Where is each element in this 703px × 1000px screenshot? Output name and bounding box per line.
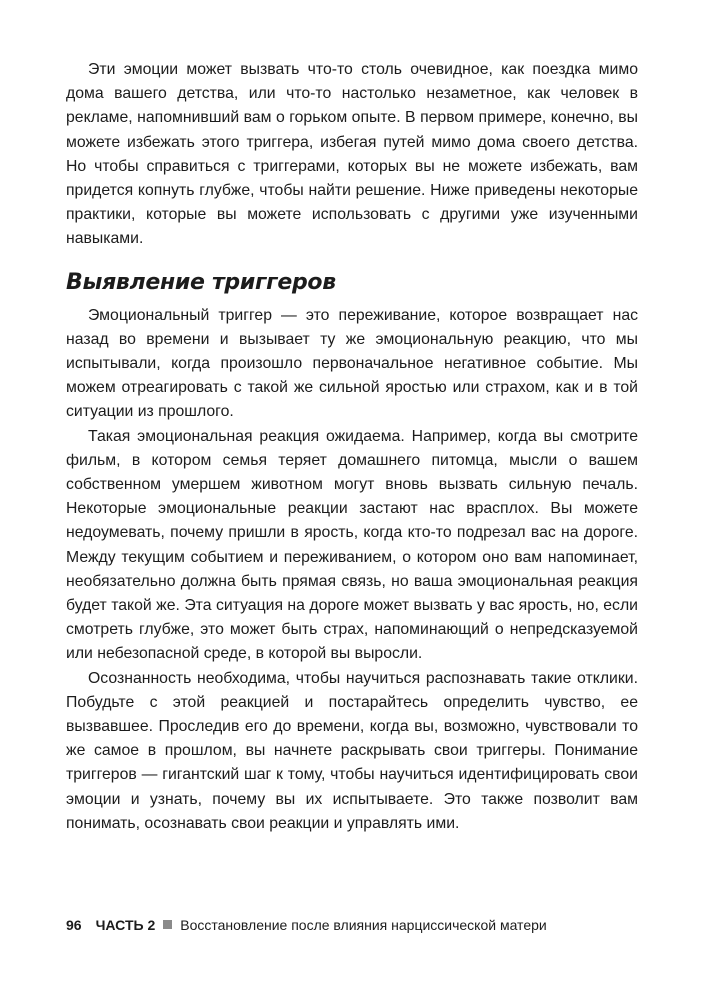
intro-paragraph: Эти эмоции может вызвать что-то столь очевидное, как поездка мимо дома вашего детства, или что-то настолько незаметное, как человек в рекламе, напомнивший вам о горьком опыте. В первом примере, конечно, вы можете избежать этого триггера, избегая путей мимо дома своего детства. Но чтобы справиться с триггерами, которых вы не можете избежать, вам придется копнуть глубже, чтобы найти решение. Ниже приведены некоторые практики, которые вы можете использовать с другими уже изученными навыками. — [66, 61, 638, 248]
running-footer — [66, 915, 638, 935]
section-paragraph-3: Осознанность необходима, чтобы научиться распознавать такие отклики. Побудьте с этой реакцией и постарайтесь определить чувство, ее вызвавшее. Проследив его до времени, когда вы, возможно, чувствовали то же самое в прошлом, вы начнете раскрывать свои триггеры. Понимание триггеров — гигантский шаг к тому, чтобы научиться идентифицировать свои эмоции и узнать, почему вы их испытываете. Это также позволит вам понимать, осознавать свои реакции и управлять ими. — [66, 669, 638, 832]
page-number: 96 — [66, 917, 82, 933]
section-paragraph-2: Такая эмоциональная реакция ожидаема. Например, когда вы смотрите фильм, в котором семья теряет домашнего питомца, мысли о вашем собственном умершем животном могут вновь вызвать сильную печаль. Некоторые эмоциональные реакции застают нас врасплох. Вы можете недоумевать, почему пришли в ярость, когда кто-то подрезал вас на дороге. Между текущим событием и переживанием, о котором оно вам напоминает, необязательно должна быть прямая связь, но ваша эмоциональная реакция будет такой же. Эта ситуация на дороге может вызвать у вас ярость, но, если смотреть глубже, это может быть страх, напоминающий о непредсказуемой или небезопасной среде, в которой вы выросли. — [66, 427, 638, 663]
section-paragraph-1: Эмоциональный триггер — это переживание, которое возвращает нас назад во времени и вызывает ту же эмоциональную реакцию, что мы испытывали, когда произошло первоначальное негативное событие. Мы можем отреагировать с такой же сильной яростью или страхом, как и в той ситуации из прошлого. — [66, 306, 638, 421]
page-body — [66, 58, 638, 836]
square-bullet-icon — [163, 920, 172, 929]
section-heading: Выявление триггеров — [66, 269, 336, 295]
part-title: Восстановление после влияния нарциссической матери — [180, 917, 547, 933]
part-label: ЧАСТЬ 2 — [95, 917, 156, 933]
